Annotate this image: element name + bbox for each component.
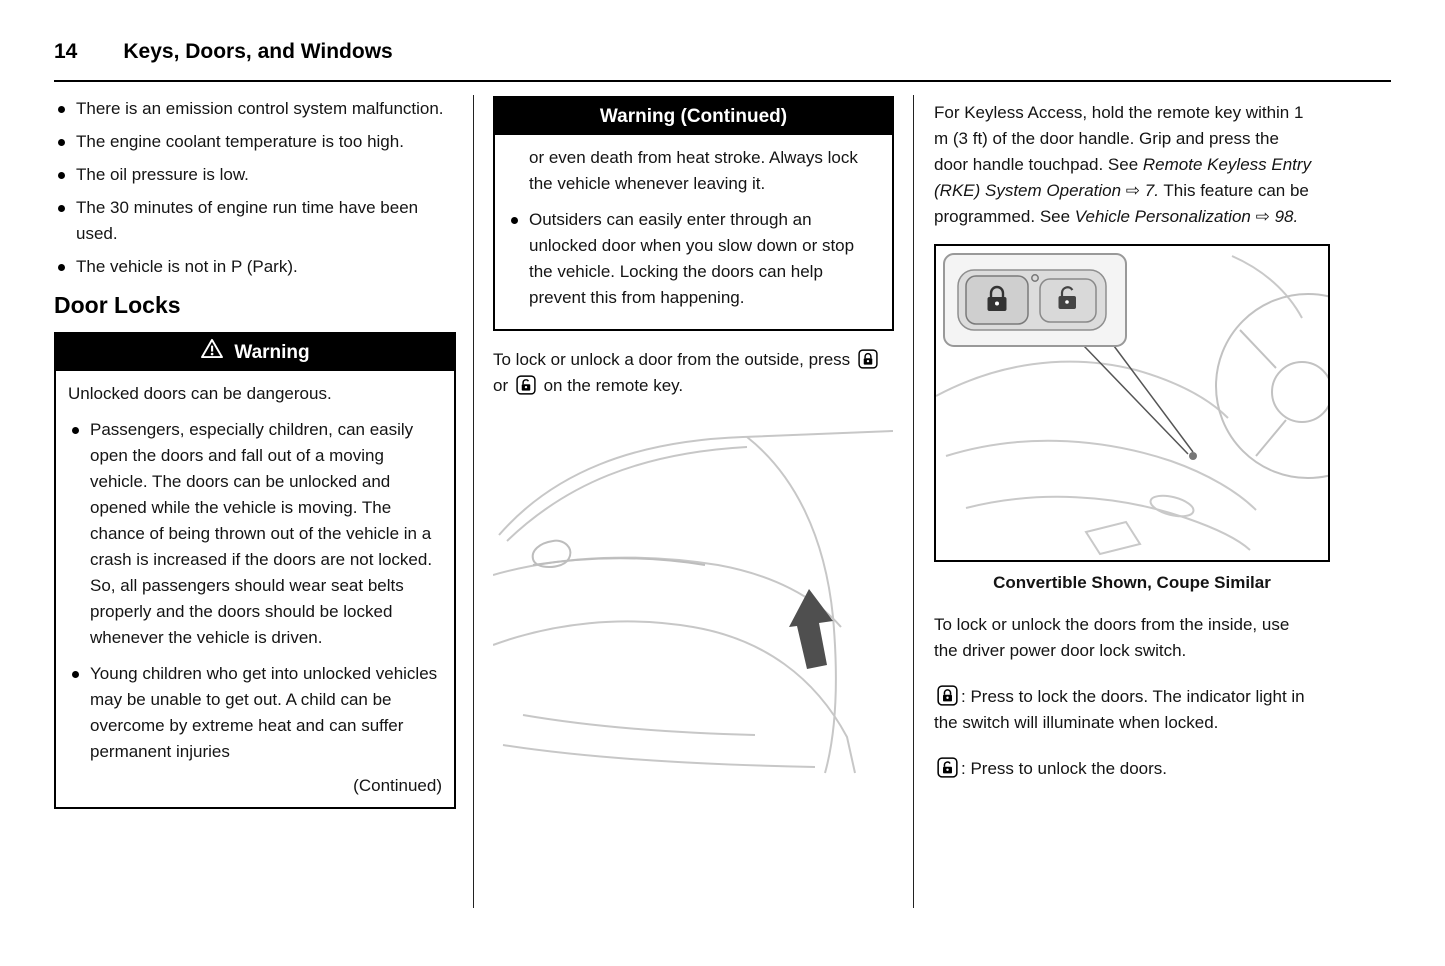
list-item-text: The oil pressure is low. bbox=[76, 165, 249, 184]
page-number: 14 bbox=[54, 40, 78, 63]
lock-button-icon bbox=[855, 350, 881, 369]
column-middle bbox=[493, 96, 894, 775]
list-item bbox=[54, 162, 456, 188]
list-item-text: The 30 minutes of engine run time have been used. bbox=[76, 198, 419, 243]
side-mirror-sketch bbox=[533, 541, 705, 567]
chapter-title: Keys, Doors, and Windows bbox=[123, 40, 393, 63]
remote-lock-instruction bbox=[493, 347, 894, 399]
warning-bullet-text: Young children who get into unlocked vehicles may be unable to get out. A child can be overcome by extreme heat and can suffer permanent injuries bbox=[90, 664, 438, 761]
warning-triangle-icon bbox=[200, 338, 224, 367]
header-rule bbox=[54, 80, 1391, 82]
warning-bullet bbox=[68, 417, 442, 651]
unlock-button-icon bbox=[934, 759, 961, 778]
warning-header bbox=[56, 334, 454, 371]
column-divider-left bbox=[473, 95, 474, 908]
column-right bbox=[934, 96, 1334, 782]
lock-instruction-item bbox=[934, 684, 1312, 736]
list-item bbox=[54, 96, 456, 122]
instruction-text: To lock or unlock a door from the outside, press bbox=[493, 350, 851, 369]
warning-continued-body bbox=[495, 135, 892, 329]
interior-door-figure bbox=[934, 244, 1330, 562]
page-header bbox=[54, 40, 393, 64]
bullet-list bbox=[54, 96, 456, 280]
unlock-instruction-text: : Press to unlock the doors. bbox=[961, 759, 1167, 778]
warning-bullet-text: Passengers, especially children, can easily open the doors and fall out of a moving vehicle. The doors can be unlocked and opened while the vehicle is moving. The chance of being thrown out of the vehicle in a crash is increased if the doors are not locked. So, all passengers should wear seat belts properly and the doors should be locked whenever the vehicle is driven. bbox=[90, 420, 433, 647]
section-title-door-locks: Door Locks bbox=[54, 292, 181, 318]
keyless-text: For Keyless Access, hold the remote key within 1 m (3 ft) of the door handle. Grip and press the door handle touchpad. See bbox=[934, 103, 1304, 174]
column-divider-right bbox=[913, 95, 914, 908]
unlock-instruction-item bbox=[934, 756, 1312, 782]
inside-lock-paragraph: To lock or unlock the doors from the inside, use the driver power door lock switch. bbox=[934, 615, 1290, 660]
warning-title: Warning bbox=[234, 341, 310, 363]
column-left bbox=[54, 96, 456, 809]
warning-continued-header bbox=[495, 98, 892, 135]
cross-reference: Vehicle Personalization ⇨ 98. bbox=[1074, 207, 1299, 226]
warning-continued-intro: or even death from heat stroke. Always lock the vehicle whenever leaving it. bbox=[529, 148, 858, 193]
warning-continued-title: Warning (Continued) bbox=[599, 105, 788, 127]
warning-bullet bbox=[68, 661, 442, 765]
warning-bullet bbox=[507, 207, 880, 311]
car-exterior-illustration bbox=[493, 415, 894, 775]
list-item bbox=[54, 129, 456, 155]
warning-bullet-text: Outsiders can easily enter through an unlocked door when you slow down or stop the vehicle. Locking the doors can help prevent this from happening. bbox=[529, 210, 855, 307]
list-item-text: The vehicle is not in P (Park). bbox=[76, 257, 298, 276]
unlock-button-icon bbox=[513, 376, 539, 395]
instruction-text: on the remote key. bbox=[543, 376, 684, 395]
list-item-text: The engine coolant temperature is too high. bbox=[76, 132, 404, 151]
warning-continued-box bbox=[493, 96, 894, 331]
door-lock-switch-inset bbox=[944, 254, 1126, 346]
warning-body bbox=[56, 371, 454, 807]
instruction-text: or bbox=[493, 376, 509, 395]
lock-button-icon bbox=[934, 687, 961, 706]
list-item-text: There is an emission control system malfunction. bbox=[76, 99, 444, 118]
figure-caption: Convertible Shown, Coupe Similar bbox=[993, 573, 1271, 592]
callout-pointer bbox=[1084, 346, 1197, 460]
steering-wheel-sketch bbox=[1216, 294, 1328, 478]
warning-intro: Unlocked doors can be dangerous. bbox=[68, 384, 332, 403]
door-handle-arrow-icon bbox=[789, 589, 833, 669]
list-item bbox=[54, 254, 456, 280]
cross-reference: Remote Keyless Entry (RKE) System Operation ⇨ 7. bbox=[934, 155, 1312, 200]
list-item bbox=[54, 195, 456, 247]
keyless-text: This feature can be programmed. See bbox=[934, 181, 1309, 226]
keyless-access-paragraph bbox=[934, 100, 1312, 230]
lock-instruction-text: : Press to lock the doors. The indicator light in the switch will illuminate when locked. bbox=[934, 687, 1305, 732]
continued-label: (Continued) bbox=[353, 776, 442, 795]
warning-box bbox=[54, 332, 456, 809]
